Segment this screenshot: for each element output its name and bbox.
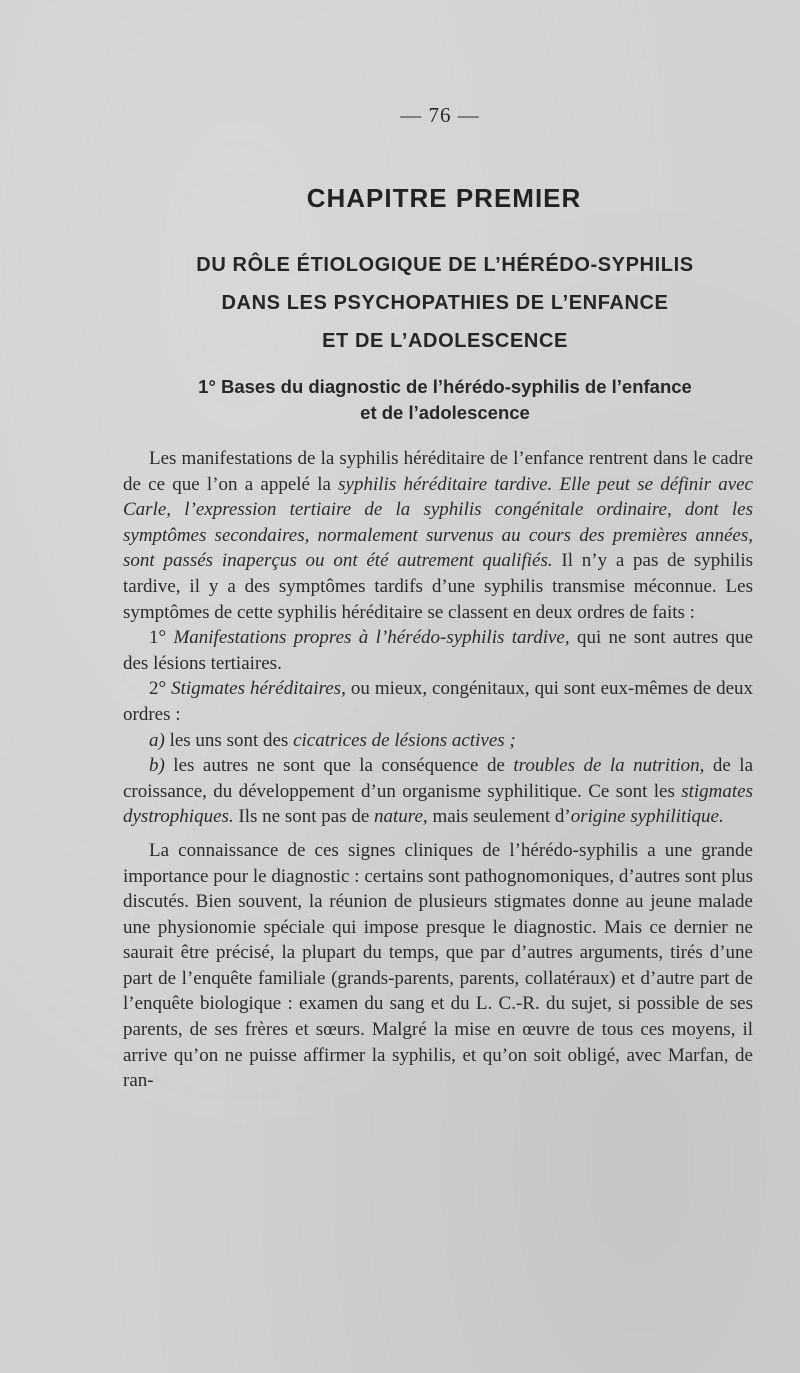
- section-heading: [120, 374, 770, 426]
- chapter-title-line: ET DE L’ADOLESCENCE: [322, 330, 568, 352]
- text-run: mais seulement d’: [427, 806, 571, 828]
- text-run: les uns sont des: [164, 729, 294, 751]
- text-run: Il n’y a pas de syphilis tardive, il y a des symptômes tardifs d’une syphilis transmise méconnue. Les symptômes de cette syphilis héréditaire se classent en deux ordres de faits :: [123, 550, 753, 623]
- text-run: de la croissance, du développement d’un organisme syphilitique. Ce sont les: [123, 755, 754, 802]
- italic-run: syphilis héréditaire tardive. Elle peut se définir avec Carle, l’expression tertiaire de la syphilis congénitale ordinaire, dont les symptômes secondaires, normalement survenus au cours des premières années, sont passés inaperçus ou ont été autrement qualifiés.: [123, 473, 753, 572]
- body-text: [123, 446, 753, 1094]
- italic-run: cicatrices de lésions actives ;: [293, 729, 516, 751]
- text-run: Les manifestations de la syphilis héréditaire de l’enfance rentrent dans le cadre de ce que l’on a appelé la: [123, 448, 753, 495]
- paragraph: [123, 625, 753, 676]
- paragraph: [123, 753, 753, 830]
- text-run: ou mieux, congénitaux, qui sont eux-mêmes de deux ordres :: [123, 678, 753, 725]
- italic-run: nature,: [374, 806, 428, 828]
- paragraph: La connaissance de ces signes cliniques de l’hérédo-syphilis a une grande importance pour le diagnostic : certains sont pathognomoniques, d’autres sont plus discutés. Bien souvent, la réunion de plusieurs stigmates donne au jeune malade une physionomie spéciale qui impose presque le diagnostic. Mais ce dernier ne saurait être précisé, la plupart du temps, que par d’autres arguments, tirés d’une part de l’enquête familiale (grands-parents, parents, collatéraux) et d’autre part de l’enquête biologique : examen du sang et du L. C.-R. du sujet, si possible de ses parents, de ses frères et sœurs. Malgré la mise en œuvre de tous ces moyens, il arrive qu’on ne puisse affirmer la syphilis, et qu’on soit obligé, avec Marfan, de ran-: [123, 839, 753, 1092]
- page-number: — 76 —: [400, 103, 480, 127]
- paragraph: [123, 676, 753, 727]
- italic-run: troubles de la nutrition,: [513, 755, 705, 777]
- text-run: 2°: [149, 678, 172, 700]
- chapter-title-line: DANS LES PSYCHOPATHIES DE L’ENFANCE: [221, 292, 669, 314]
- italic-run: b): [149, 755, 165, 777]
- text-run: qui ne sont autres que des lésions tertiaires.: [123, 627, 753, 674]
- text-run: 1°: [149, 627, 174, 649]
- chapter-title-line: DU RÔLE ÉTIOLOGIQUE DE L’HÉRÉDO-SYPHILIS: [196, 254, 694, 276]
- chapter-heading: CHAPITRE PREMIER: [306, 183, 582, 213]
- section-heading-line: 1° Bases du diagnostic de l’hérédo-syphilis de l’enfance: [198, 376, 692, 397]
- italic-run: origine syphilitique.: [570, 806, 724, 828]
- text-run: les autres ne sont que la conséquence de: [164, 755, 514, 777]
- italic-run: Manifestations propres à l’hérédo-syphilis tardive,: [173, 627, 570, 649]
- section-heading-line: et de l’adolescence: [360, 402, 530, 423]
- chapter-title: [120, 246, 770, 360]
- italic-run: a): [149, 729, 165, 751]
- paragraph: [123, 446, 753, 625]
- italic-run: Stigmates héréditaires,: [171, 678, 346, 700]
- text-run: Ils ne sont pas de: [233, 806, 375, 828]
- paragraph: [123, 728, 753, 754]
- italic-run: stigmates dystrophiques.: [123, 780, 753, 828]
